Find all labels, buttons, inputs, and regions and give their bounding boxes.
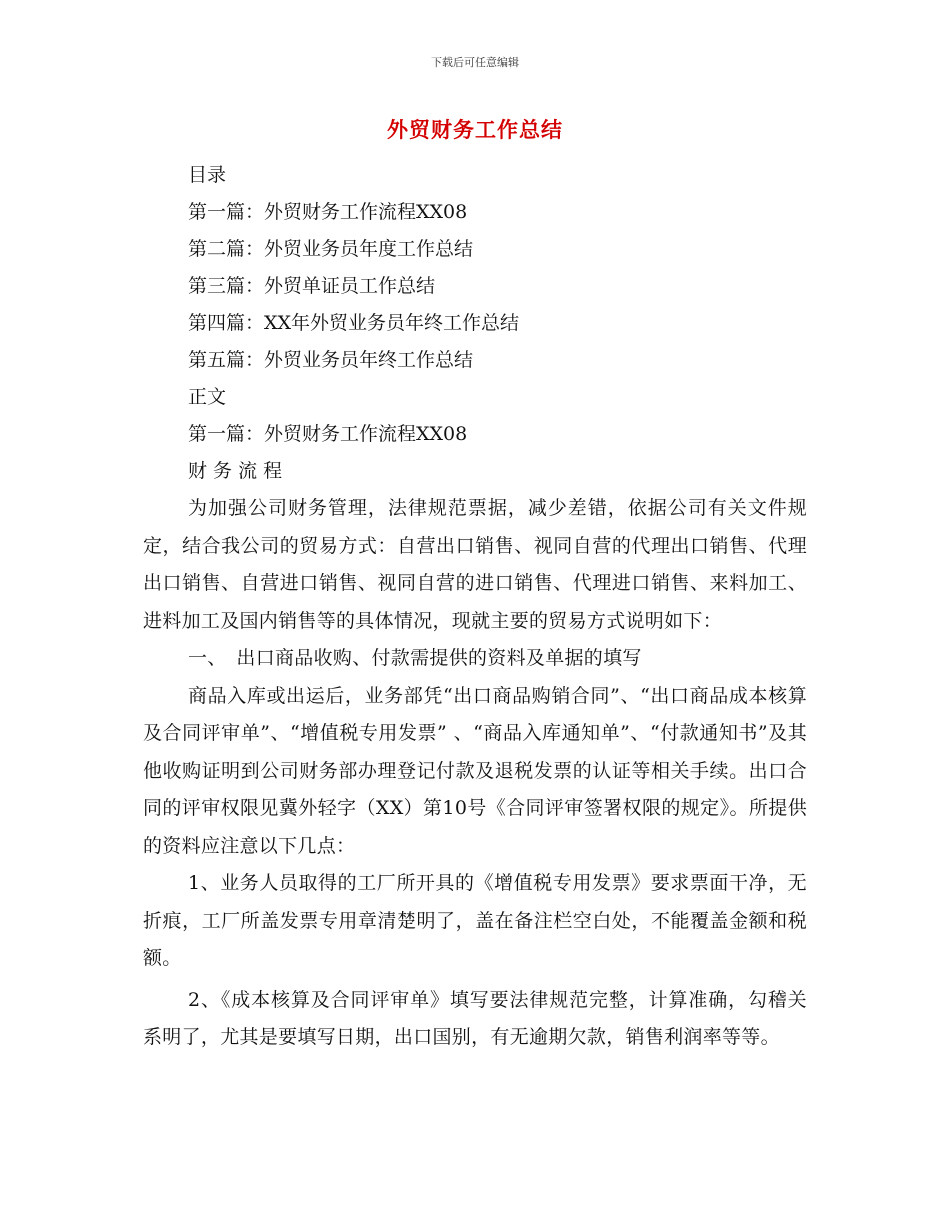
body-heading: 正文 xyxy=(188,386,227,408)
paragraph-heading: 一、 出口商品收购、付款需提供的资料及单据的填写 xyxy=(188,647,642,669)
document-title: 外贸财务工作总结 xyxy=(387,117,563,142)
table-of-contents xyxy=(188,157,519,490)
toc-item: 第四篇：XX年外贸业务员年终工作总结 xyxy=(188,312,520,334)
section-title: 第一篇：外贸财务工作流程XX08 xyxy=(188,423,468,445)
header-note: 下载后可任意编辑 xyxy=(431,56,519,69)
toc-item: 第一篇：外贸财务工作流程XX08 xyxy=(188,201,468,223)
paragraph: 2、《成本核算及合同评审单》填写要法律规范完整，计算准确，勾稽关系明了，尤其是要填写日期，出口国别，有无逾期欠款，销售利润率等等。 xyxy=(143,988,807,1048)
paragraph: 商品入库或出运后，业务部凭“出口商品购销合同”、“出口商品成本核算及合同评审单”、“增值税专用发票” 、“商品入库通知单”、“付款通知书”及其他收购证明到公司财务部办理登记付款及退税发票的认证等相关手续。出口合同的评审权限见冀外轻字（XX）第10号《合同评审签署权限的规定》。所提供的资料应注意以下几点： xyxy=(143,684,807,857)
paragraph: 为加强公司财务管理，法律规范票据，减少差错，依据公司有关文件规定，结合我公司的贸易方式：自营出口销售、视同自营的代理出口销售、代理出口销售、自营进口销售、视同自营的进口销售、代理进口销售、来料加工、进料加工及国内销售等的具体情况，现就主要的贸易方式说明如下： xyxy=(143,497,807,632)
toc-item: 第三篇：外贸单证员工作总结 xyxy=(188,275,436,297)
toc-heading: 目录 xyxy=(188,164,227,186)
toc-item: 第二篇：外贸业务员年度工作总结 xyxy=(188,238,474,260)
toc-item: 第五篇：外贸业务员年终工作总结 xyxy=(188,349,474,371)
section-subtitle: 财 务 流 程 xyxy=(188,460,283,482)
paragraph: 1、业务人员取得的工厂所开具的《增值税专用发票》要求票面干净，无折痕，工厂所盖发票专用章清楚明了，盖在备注栏空白处，不能覆盖金额和税额。 xyxy=(143,872,807,969)
document-body xyxy=(143,490,807,1057)
